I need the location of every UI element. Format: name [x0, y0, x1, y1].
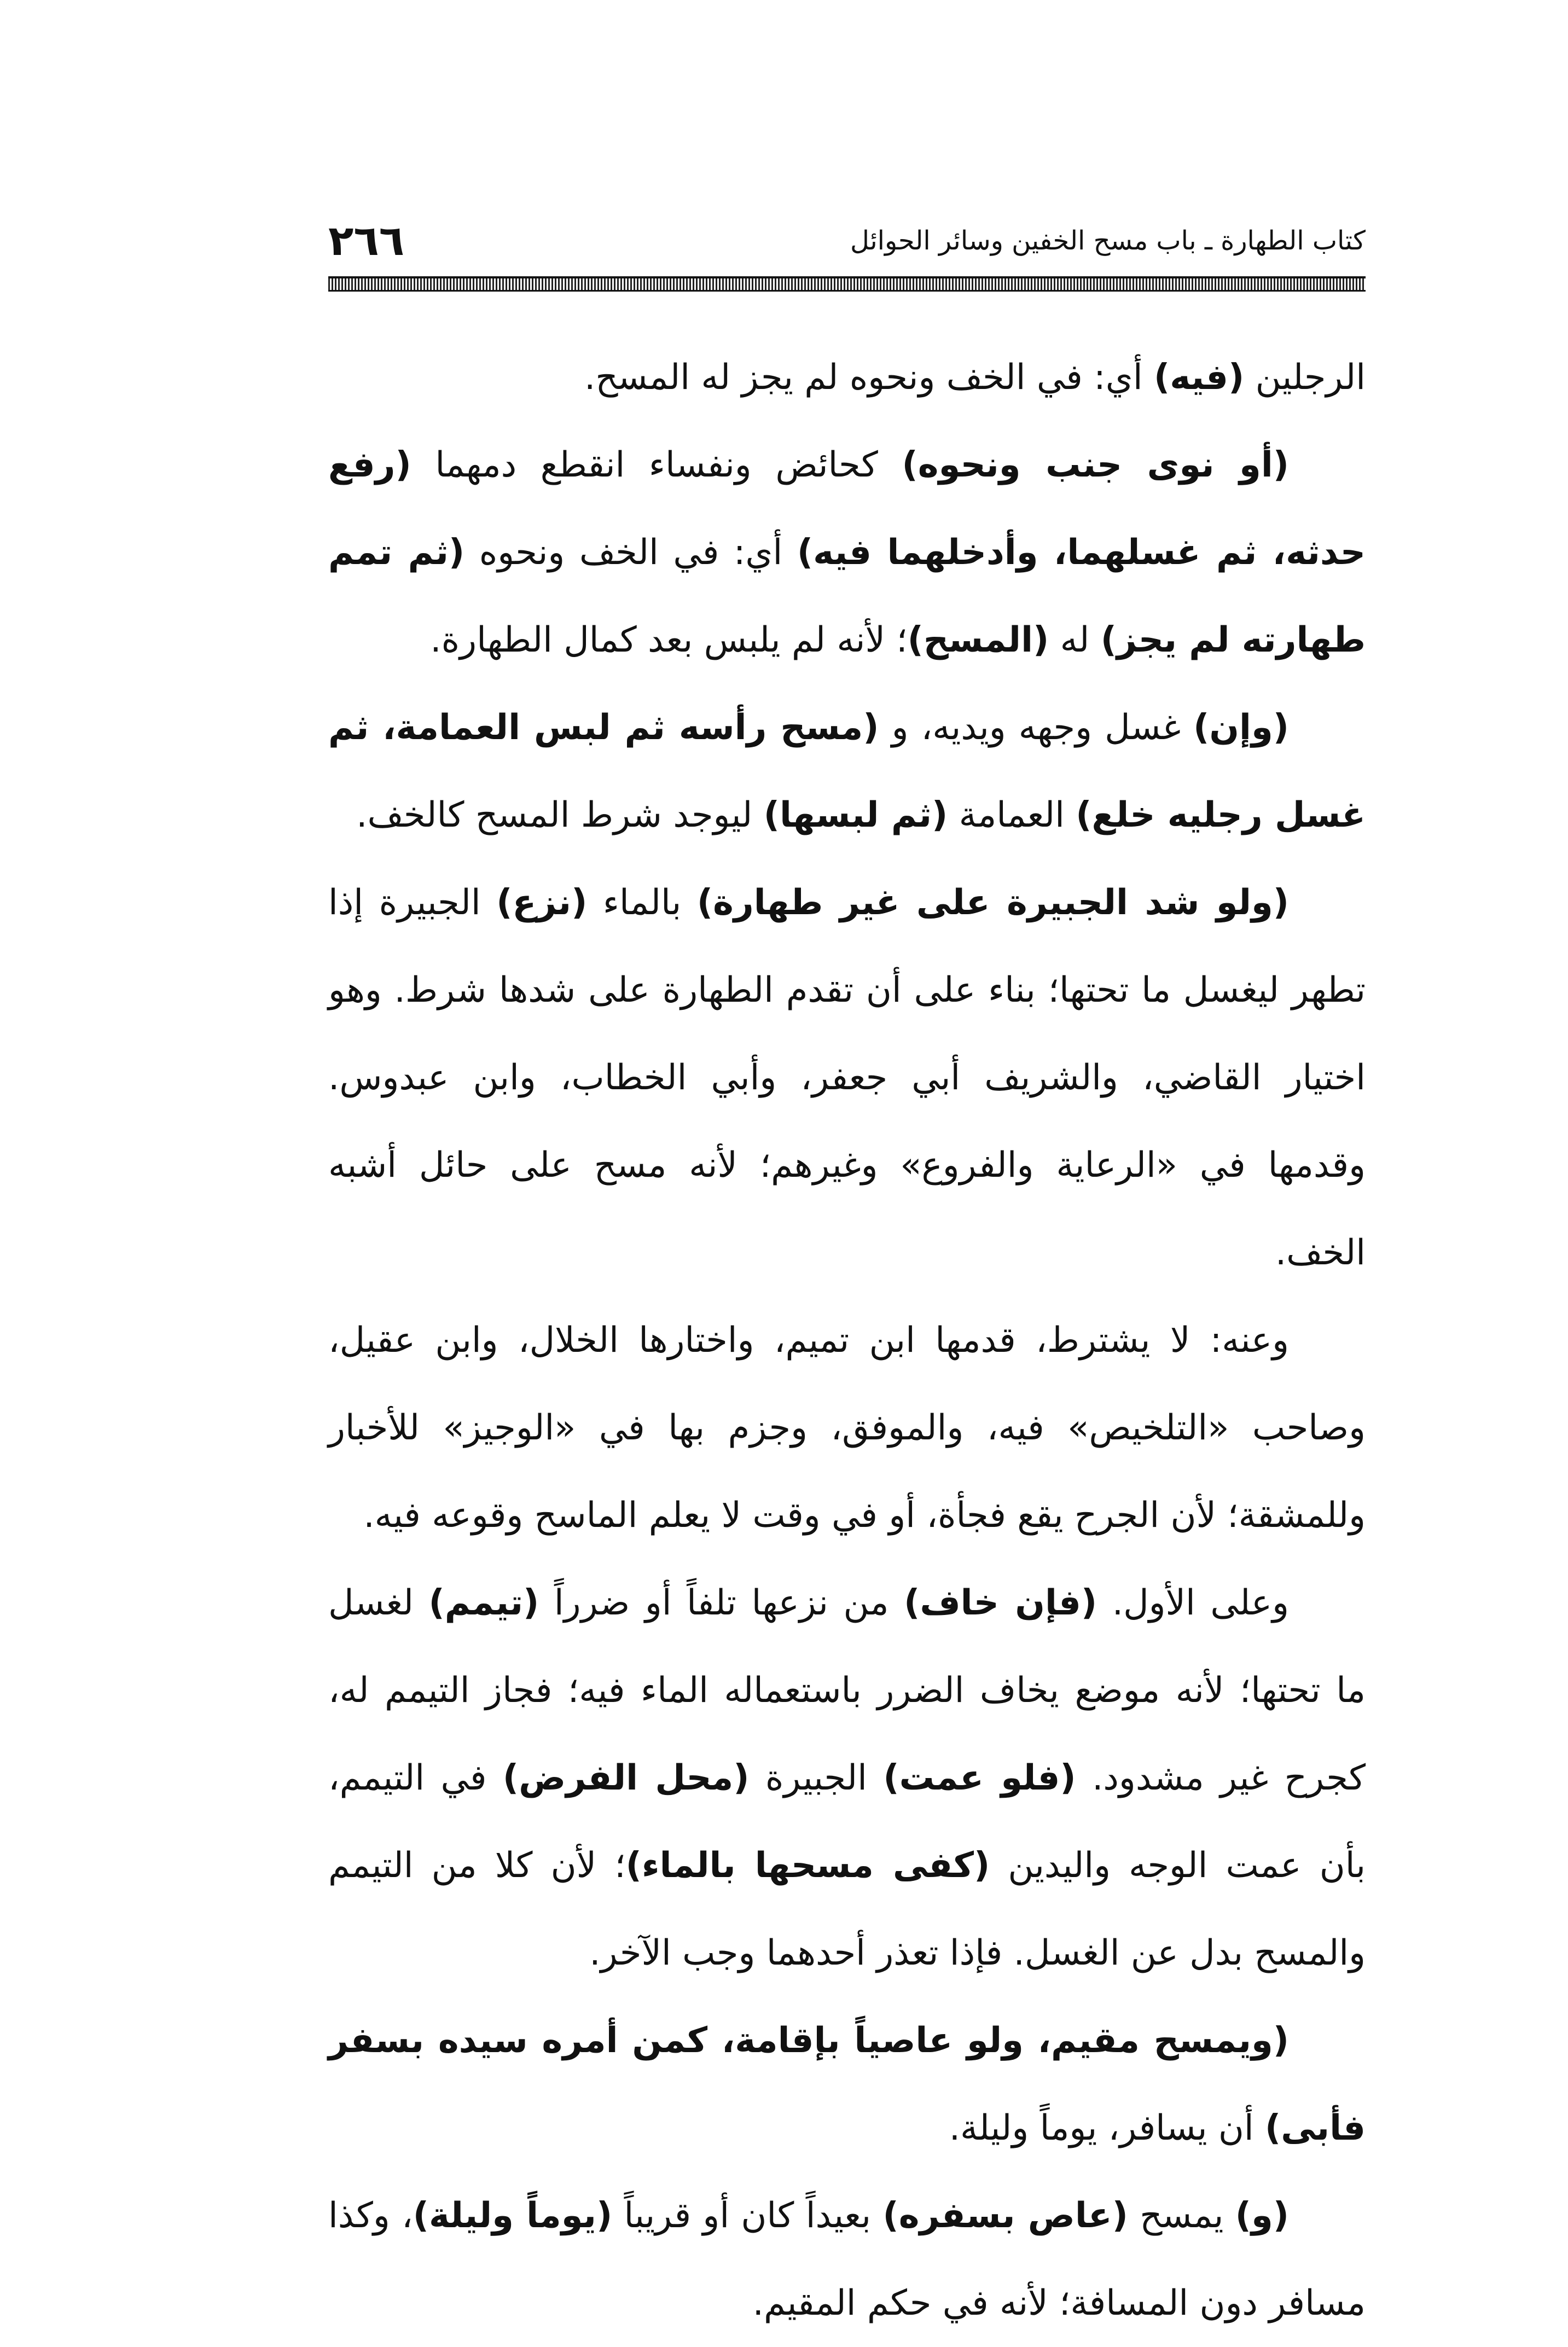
matn-quote: (وإن) — [1193, 707, 1290, 748]
running-header — [328, 216, 1366, 265]
commentary-text: أي: في الخف ونحوه — [464, 532, 797, 573]
commentary-text: ، وكذا مسافر دون المسافة؛ لأنه في حكم المقيم. — [328, 2195, 1366, 2323]
commentary-text: غسل وجهه ويديه، و — [879, 707, 1194, 748]
commentary-text: الجبيرة — [749, 1758, 884, 1798]
commentary-text: أن يسافر، يوماً وليلة. — [949, 2108, 1265, 2148]
matn-quote: (نزع) — [496, 882, 588, 923]
commentary-text: من نزعها تلفاً أو ضرراً — [539, 1583, 904, 1623]
commentary-text: ليوجد شرط المسح كالخف. — [356, 795, 764, 835]
matn-quote: (المسح) — [907, 620, 1049, 660]
matn-quote: (و) — [1235, 2195, 1290, 2236]
matn-quote: (فإن خاف) — [904, 1583, 1097, 1623]
matn-quote: (ثم لبسها) — [763, 795, 948, 835]
paragraph — [328, 334, 1366, 421]
body-text — [328, 334, 1366, 2347]
commentary-text: لغسل ما تحتها؛ لأنه موضع يخاف الضرر باستعماله الماء فيه؛ فجاز التيمم له، كجرح غير مشدود. — [328, 1583, 1366, 1798]
commentary-text: بعيداً كان أو قريباً — [612, 2195, 883, 2236]
matn-quote: (تيمم) — [428, 1583, 539, 1623]
commentary-text: بالماء — [587, 882, 697, 923]
matn-quote: (رفع حدثه، ثم غسلهما، وأدخلهما فيه) — [328, 445, 1366, 573]
matn-quote: (يوماً وليلة) — [413, 2195, 613, 2236]
matn-quote: (أو نوى جنب ونحوه) — [902, 445, 1289, 485]
commentary-text: يمسح — [1128, 2195, 1235, 2236]
commentary-text: وعلى الأول. — [1097, 1583, 1289, 1623]
commentary-text: الرجلين — [1244, 357, 1366, 398]
matn-quote: (ويمسح مقيم، ولو عاصياً بإقامة، كمن أمره سيده بسفر فأبى) — [328, 2020, 1366, 2148]
paragraph — [328, 684, 1366, 859]
paragraph — [328, 1559, 1366, 1997]
matn-quote: (كفى مسحها بالماء) — [625, 1845, 990, 1886]
commentary-text: ؛ لأن كلا من التيمم والمسح بدل عن الغسل. فإذا تعذر أحدهما وجب الآخر. — [328, 1845, 1366, 1973]
commentary-text: كحائض ونفساء انقطع دمهما — [411, 445, 902, 485]
paragraph — [328, 2172, 1366, 2347]
page-number: ٢٦٦ — [328, 216, 405, 265]
matn-quote: (ثم تمم طهارته لم يجز) — [328, 532, 1366, 660]
header-rule — [328, 276, 1366, 292]
commentary-text: العمامة — [948, 795, 1076, 835]
paragraph — [328, 859, 1366, 1297]
matn-quote: (فلو عمت) — [883, 1758, 1076, 1798]
matn-quote: (عاص بسفره) — [882, 2195, 1128, 2236]
commentary-text: في التيمم، بأن عمت الوجه واليدين — [328, 1758, 1366, 1886]
running-title: كتاب الطهارة ـ باب مسح الخفين وسائر الحوائل — [850, 225, 1366, 256]
matn-quote: (فيه) — [1153, 357, 1245, 398]
commentary-text: له — [1049, 620, 1101, 660]
matn-quote: (ولو شد الجبيرة على غير طهارة) — [696, 882, 1290, 923]
commentary-text: أي: في الخف ونحوه لم يجز له المسح. — [584, 357, 1154, 398]
matn-quote: (مسح رأسه ثم لبس العمامة، ثم غسل رجليه خلع) — [328, 707, 1366, 835]
commentary-text: الجبيرة إذا تطهر ليغسل ما تحتها؛ بناء على أن تقدم الطهارة على شدها شرط. وهو اختيار القاضي، والشريف أبي جعفر، وأبي الخطاب، وابن عبدوس. وقدمها في «الرعاية والفروع» وغيرهم؛ لأنه مسح على حائل أشبه الخف. — [328, 882, 1366, 1273]
paragraph — [328, 421, 1366, 684]
paragraph — [328, 1297, 1366, 1559]
paragraph — [328, 1997, 1366, 2172]
commentary-text: ؛ لأنه لم يلبس بعد كمال الطهارة. — [430, 620, 908, 660]
commentary-text: وعنه: لا يشترط، قدمها ابن تميم، واختارها الخلال، وابن عقيل، وصاحب «التلخيص» فيه، والموفق، وجزم بها في «الوجيز» للأخبار وللمشقة؛ لأن الجرح يقع فجأة، أو في وقت لا يعلم الماسح وقوعه فيه. — [328, 1320, 1366, 1536]
matn-quote: (محل الفرض) — [502, 1758, 750, 1798]
